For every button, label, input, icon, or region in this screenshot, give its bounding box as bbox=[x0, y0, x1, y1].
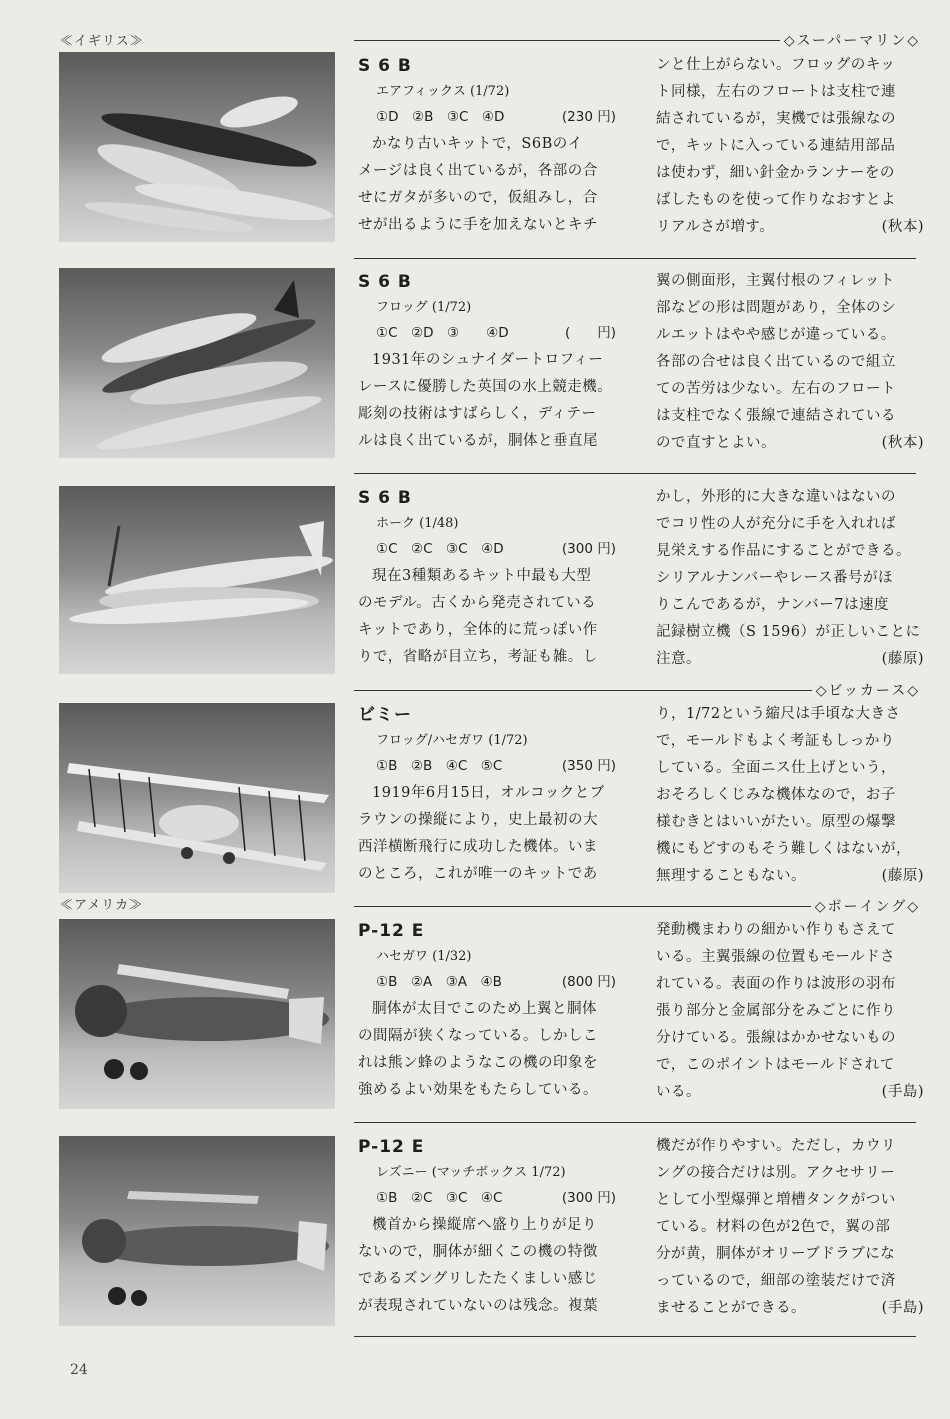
entry-text-left: 現在3種類あるキット中最も大型 のモデル。古くから発売されている キットであり，全体的に荒っぽい作 りで，省略が目立ち，考証も雑。し bbox=[358, 568, 598, 665]
entry-ratings: ①C ②D ③ ④D ( 円) bbox=[358, 320, 630, 347]
entry-maker: フロッグ/ハセガワ (1/72) bbox=[376, 733, 528, 748]
entry-text-right: 機だが作りやすい。ただし，カウリ ングの接合だけは別。アクセサリー として小型爆弾と増槽タンクがつい ている。材料の色が2色で，翼の部 分が黄，胴体がオリーブドラブにな っているので，細部の塗装だけで済 ませることができる。 (手島) bbox=[656, 1133, 924, 1322]
entry-maker: レズニー (マッチボックス 1/72) bbox=[376, 1165, 566, 1180]
entry-text-left: 機首から操縦席へ盛り上りが足り ないので，胴体が細くこの機の特徴 であるズングリしたたくましい感じ が表現されていないのは残念。複葉 bbox=[358, 1217, 598, 1314]
entry-price: ( 円) bbox=[564, 325, 616, 341]
entry-vimy-frog-hasegawa bbox=[354, 701, 924, 897]
entry-p12e-lesney bbox=[354, 1133, 924, 1329]
page-number: 24 bbox=[70, 1362, 88, 1378]
entry-text-left: 胴体が太目でこのため上翼と胴体 の間隔が狭くなっている。しかしこ れは熊ン蜂のようなこの機の印象を 強めるよい効果をもたらしている。 bbox=[358, 1001, 598, 1098]
entry-price: (300 円) bbox=[561, 541, 616, 557]
entry-divider bbox=[354, 473, 916, 474]
entry-ratings: ①C ②C ③C ④D (300 円) bbox=[358, 536, 630, 563]
entry-maker: エアフィックス (1/72) bbox=[376, 84, 510, 99]
section-label-supermarine: ◇スーパーマリン◇ bbox=[780, 30, 920, 50]
entry-title: S 6 B bbox=[358, 56, 412, 76]
photo-supermarine-s6b-airfix bbox=[59, 52, 335, 242]
section-label-vickers: ◇ビッカース◇ bbox=[812, 680, 920, 700]
entry-ratings: ①B ②B ④C ⑤C (350 円) bbox=[358, 753, 630, 780]
entry-title: P-12 E bbox=[358, 921, 425, 941]
entry-divider bbox=[354, 1122, 916, 1123]
entry-ratings: ①D ②B ③C ④D (230 円) bbox=[358, 104, 630, 131]
entry-author: (手島) bbox=[881, 1084, 924, 1100]
entry-author: (藤原) bbox=[881, 868, 924, 884]
entry-text-right: かし，外形的に大きな違いはないの でコリ性の人が充分に手を入れれば 見栄えする作品にすることができる。 シリアルナンバーやレース番号がほ りこんであるが，ナンバー7は速度 記録樹立機（S 1596）が正しいことに 注意。 (藤原) bbox=[656, 484, 924, 673]
entry-author: (手島) bbox=[881, 1300, 924, 1316]
entry-title: S 6 B bbox=[358, 488, 412, 508]
photo-vickers-vimy bbox=[59, 703, 335, 893]
entry-text-right: ンと仕上がらない。フロッグのキッ ト同様，左右のフロートは支柱で連 結されているが，実機では張線なの で，キットに入っている連結用部品 は使わず，細い針金かランナーをの ばしたものを使って作りなおすとよ リアルさが増す。 (秋本) bbox=[656, 52, 924, 241]
entry-author: (藤原) bbox=[881, 651, 924, 667]
photo-supermarine-s6b-frog bbox=[59, 268, 335, 458]
entry-title: P-12 E bbox=[358, 1137, 425, 1157]
entry-s6b-airfix bbox=[354, 52, 924, 248]
entry-text-left: かなり古いキットで，S6Bのイ メージは良く出ているが，各部の合 せにガタが多いので，仮組みし，合 せが出るように手を加えないとキチ bbox=[358, 136, 598, 233]
photo-boeing-p12e-hasegawa bbox=[59, 919, 335, 1109]
entry-text-left: 1919年6月15日，オルコックとブ ラウンの操縦により，史上最初の大 西洋横断飛行に成功した機体。いま のところ，これが唯一のキットであ bbox=[358, 785, 605, 882]
section-label-boeing: ◇ボーイング◇ bbox=[811, 896, 920, 916]
entry-text-right: り，1/72という縮尺は手頃な大きさ で，モールドもよく考証もしっかり している。全面ニス仕上げという， おそろしくじみな機体なので，お子 様むきとはいいがたい。原型の爆撃 機にもどすのもそう難しくはないが， 無理することもない。 (藤原) bbox=[656, 701, 924, 890]
entry-text-right: 翼の側面形，主翼付根のフィレット 部などの形は問題があり，全体のシ ルエットはやや感じが違っている。 各部の合せは良く出ているので組立 ての苦労は少ない。左右のフロート は支柱でなく張線で連結されている ので直すとよい。 (秋本) bbox=[656, 268, 924, 457]
entry-maker: ハセガワ (1/32) bbox=[376, 949, 472, 964]
entry-divider bbox=[354, 258, 916, 259]
photo-boeing-p12e-lesney bbox=[59, 1136, 335, 1326]
entry-maker: ホーク (1/48) bbox=[376, 516, 459, 531]
entry-price: (800 円) bbox=[561, 974, 616, 990]
entry-text-left: 1931年のシュナイダートロフィー レースに優勝した英国の水上競走機。 彫刻の技術はすばらしく，ディテー ルは良く出ているが，胴体と垂直尾 bbox=[358, 352, 613, 449]
entry-p12e-hasegawa bbox=[354, 917, 924, 1113]
entry-title: S 6 B bbox=[358, 272, 412, 292]
entry-title: ビミー bbox=[358, 705, 412, 725]
entry-ratings: ①B ②C ③C ④C (300 円) bbox=[358, 1185, 630, 1212]
entry-author: (秋本) bbox=[881, 435, 924, 451]
entry-ratings: ①B ②A ③A ④B (800 円) bbox=[358, 969, 630, 996]
entry-price: (300 円) bbox=[561, 1190, 616, 1206]
region-label-america: ≪アメリカ≫ bbox=[60, 898, 144, 913]
entry-divider bbox=[354, 1336, 916, 1337]
entry-price: (350 円) bbox=[561, 758, 616, 774]
region-label-britain: ≪イギリス≫ bbox=[60, 34, 144, 49]
entry-price: (230 円) bbox=[561, 109, 616, 125]
entry-s6b-frog bbox=[354, 268, 924, 464]
entry-s6b-hawk bbox=[354, 484, 924, 680]
entry-text-right: 発動機まわりの細かい作りもさえて いる。主翼張線の位置もモールドさ れている。表面の作りは波形の羽布 張り部分と金属部分をみごとに作り 分けている。張線はかかせないもの で，このポイントはモールドされて いる。 (手島) bbox=[656, 917, 924, 1106]
photo-supermarine-s6b-hawk bbox=[59, 486, 335, 674]
entry-author: (秋本) bbox=[881, 219, 924, 235]
entry-maker: フロッグ (1/72) bbox=[376, 300, 472, 315]
